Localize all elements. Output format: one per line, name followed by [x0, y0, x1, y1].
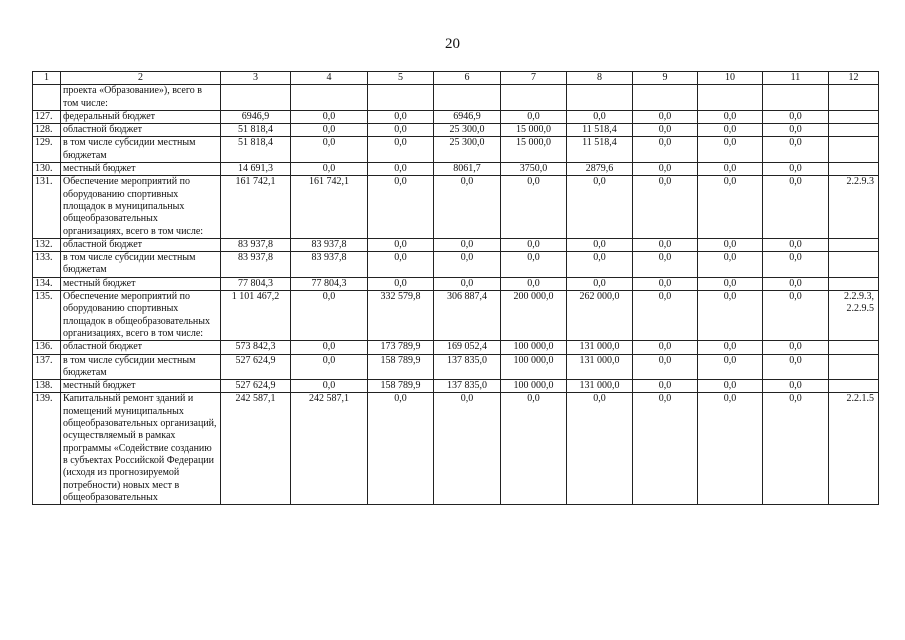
row-name-cell: в том числе субсидии местным бюджетам	[61, 137, 221, 163]
value-cell: 0,0	[763, 238, 829, 251]
value-cell: 131 000,0	[567, 380, 633, 393]
value-cell: 0,0	[633, 277, 698, 290]
value-cell: 0,0	[698, 354, 763, 380]
value-cell: 15 000,0	[501, 137, 567, 163]
value-cell: 0,0	[633, 124, 698, 137]
value-cell: 83 937,8	[291, 252, 368, 278]
value-cell: 0,0	[633, 238, 698, 251]
header-cell: 7	[501, 72, 567, 85]
row-code-cell	[829, 110, 879, 123]
value-cell: 0,0	[291, 380, 368, 393]
value-cell: 527 624,9	[221, 380, 291, 393]
value-cell: 161 742,1	[221, 176, 291, 238]
row-name-cell: федеральный бюджет	[61, 110, 221, 123]
value-cell: 0,0	[291, 124, 368, 137]
value-cell: 158 789,9	[368, 354, 434, 380]
value-cell: 51 818,4	[221, 124, 291, 137]
table-row	[33, 124, 879, 137]
header-cell: 12	[829, 72, 879, 85]
row-name-cell: местный бюджет	[61, 277, 221, 290]
header-cell: 3	[221, 72, 291, 85]
value-cell: 0,0	[368, 163, 434, 176]
row-code-cell: 2.2.9.3	[829, 176, 879, 238]
value-cell: 158 789,9	[368, 380, 434, 393]
value-cell: 0,0	[633, 110, 698, 123]
value-cell: 0,0	[698, 124, 763, 137]
table-row	[33, 393, 879, 505]
value-cell: 0,0	[501, 393, 567, 505]
value-cell: 0,0	[368, 124, 434, 137]
row-code-cell	[829, 238, 879, 251]
value-cell: 83 937,8	[221, 252, 291, 278]
table-row	[33, 354, 879, 380]
value-cell: 137 835,0	[434, 354, 501, 380]
value-cell: 6946,9	[221, 110, 291, 123]
value-cell: 100 000,0	[501, 341, 567, 354]
row-number-cell: 129.	[33, 137, 61, 163]
value-cell: 0,0	[698, 252, 763, 278]
value-cell: 0,0	[698, 176, 763, 238]
value-cell: 0,0	[698, 291, 763, 341]
value-cell	[368, 85, 434, 111]
row-code-cell: 2.2.9.3, 2.2.9.5	[829, 291, 879, 341]
value-cell: 0,0	[633, 380, 698, 393]
value-cell: 0,0	[763, 380, 829, 393]
row-code-cell	[829, 277, 879, 290]
value-cell: 262 000,0	[567, 291, 633, 341]
value-cell: 0,0	[567, 176, 633, 238]
value-cell	[633, 85, 698, 111]
row-number-cell: 137.	[33, 354, 61, 380]
value-cell: 242 587,1	[291, 393, 368, 505]
value-cell: 0,0	[434, 252, 501, 278]
budget-table	[32, 71, 879, 505]
value-cell: 0,0	[698, 393, 763, 505]
table-row	[33, 163, 879, 176]
value-cell: 306 887,4	[434, 291, 501, 341]
value-cell: 0,0	[633, 137, 698, 163]
value-cell: 0,0	[698, 137, 763, 163]
value-cell: 0,0	[633, 354, 698, 380]
value-cell: 77 804,3	[291, 277, 368, 290]
value-cell: 8061,7	[434, 163, 501, 176]
row-name-cell: местный бюджет	[61, 163, 221, 176]
table-row	[33, 110, 879, 123]
header-cell: 6	[434, 72, 501, 85]
value-cell: 0,0	[763, 393, 829, 505]
row-number-cell: 133.	[33, 252, 61, 278]
value-cell: 0,0	[368, 176, 434, 238]
value-cell: 0,0	[501, 110, 567, 123]
value-cell: 173 789,9	[368, 341, 434, 354]
table-row	[33, 252, 879, 278]
value-cell: 0,0	[763, 163, 829, 176]
value-cell: 0,0	[434, 176, 501, 238]
value-cell	[221, 85, 291, 111]
value-cell: 0,0	[698, 380, 763, 393]
value-cell: 0,0	[368, 393, 434, 505]
value-cell: 0,0	[633, 176, 698, 238]
row-name-cell: областной бюджет	[61, 238, 221, 251]
value-cell: 0,0	[434, 238, 501, 251]
value-cell: 83 937,8	[221, 238, 291, 251]
value-cell	[698, 85, 763, 111]
value-cell: 6946,9	[434, 110, 501, 123]
value-cell: 0,0	[368, 252, 434, 278]
table-row	[33, 85, 879, 111]
value-cell: 0,0	[567, 110, 633, 123]
value-cell: 0,0	[763, 124, 829, 137]
value-cell: 51 818,4	[221, 137, 291, 163]
value-cell: 14 691,3	[221, 163, 291, 176]
value-cell: 83 937,8	[291, 238, 368, 251]
value-cell: 0,0	[763, 291, 829, 341]
value-cell: 0,0	[291, 163, 368, 176]
value-cell: 0,0	[698, 163, 763, 176]
header-cell: 1	[33, 72, 61, 85]
row-code-cell	[829, 252, 879, 278]
row-number-cell: 130.	[33, 163, 61, 176]
value-cell: 0,0	[567, 238, 633, 251]
table-header-row	[33, 72, 879, 85]
value-cell: 0,0	[633, 163, 698, 176]
value-cell: 0,0	[567, 393, 633, 505]
value-cell: 0,0	[633, 393, 698, 505]
value-cell: 0,0	[501, 176, 567, 238]
header-cell: 11	[763, 72, 829, 85]
row-number-cell: 131.	[33, 176, 61, 238]
row-name-cell: в том числе субсидии местным бюджетам	[61, 354, 221, 380]
header-cell: 8	[567, 72, 633, 85]
header-cell: 2	[61, 72, 221, 85]
row-code-cell	[829, 85, 879, 111]
value-cell: 15 000,0	[501, 124, 567, 137]
value-cell: 77 804,3	[221, 277, 291, 290]
value-cell: 0,0	[368, 110, 434, 123]
table-row	[33, 238, 879, 251]
value-cell: 0,0	[763, 110, 829, 123]
value-cell	[763, 85, 829, 111]
value-cell	[567, 85, 633, 111]
value-cell: 0,0	[698, 341, 763, 354]
value-cell	[291, 85, 368, 111]
row-code-cell: 2.2.1.5	[829, 393, 879, 505]
row-name-cell: в том числе субсидии местным бюджетам	[61, 252, 221, 278]
row-name-cell: Обеспечение мероприятий по оборудованию спортивных площадок в общеобразовательных организациях, всего в том числе:	[61, 291, 221, 341]
row-code-cell	[829, 124, 879, 137]
value-cell: 0,0	[368, 277, 434, 290]
row-number-cell: 128.	[33, 124, 61, 137]
value-cell: 0,0	[434, 277, 501, 290]
header-cell: 10	[698, 72, 763, 85]
row-number-cell: 132.	[33, 238, 61, 251]
header-cell: 4	[291, 72, 368, 85]
row-number-cell: 138.	[33, 380, 61, 393]
row-code-cell	[829, 163, 879, 176]
value-cell: 0,0	[633, 291, 698, 341]
value-cell: 100 000,0	[501, 354, 567, 380]
value-cell: 137 835,0	[434, 380, 501, 393]
table-row	[33, 137, 879, 163]
value-cell: 169 052,4	[434, 341, 501, 354]
value-cell: 0,0	[501, 252, 567, 278]
value-cell: 131 000,0	[567, 341, 633, 354]
value-cell: 0,0	[291, 291, 368, 341]
value-cell: 0,0	[763, 137, 829, 163]
value-cell: 25 300,0	[434, 124, 501, 137]
value-cell: 0,0	[763, 354, 829, 380]
value-cell: 1 101 467,2	[221, 291, 291, 341]
value-cell: 11 518,4	[567, 137, 633, 163]
value-cell: 0,0	[698, 277, 763, 290]
row-name-cell: Обеспечение мероприятий по оборудованию спортивных площадок в муниципальных общеобразовательных организациях, всего в том числе:	[61, 176, 221, 238]
value-cell: 0,0	[501, 238, 567, 251]
value-cell: 0,0	[763, 176, 829, 238]
header-cell: 9	[633, 72, 698, 85]
table-body	[33, 85, 879, 505]
value-cell: 527 624,9	[221, 354, 291, 380]
value-cell: 0,0	[291, 137, 368, 163]
value-cell: 332 579,8	[368, 291, 434, 341]
row-name-cell: Капитальный ремонт зданий и помещений муниципальных общеобразовательных организаций, осуществляемый в рамках программы «Содействие созданию в субъектах Российской Федерации (исходя из прогнозируемой потребности) новых мест в общеобразовательных	[61, 393, 221, 505]
row-number-cell: 136.	[33, 341, 61, 354]
row-number-cell: 135.	[33, 291, 61, 341]
value-cell: 0,0	[763, 252, 829, 278]
row-number-cell: 127.	[33, 110, 61, 123]
row-name-cell: областной бюджет	[61, 341, 221, 354]
row-code-cell	[829, 137, 879, 163]
value-cell: 0,0	[434, 393, 501, 505]
value-cell: 11 518,4	[567, 124, 633, 137]
value-cell: 0,0	[567, 252, 633, 278]
value-cell: 0,0	[368, 238, 434, 251]
table-row	[33, 176, 879, 238]
row-code-cell	[829, 380, 879, 393]
value-cell: 0,0	[291, 354, 368, 380]
value-cell: 25 300,0	[434, 137, 501, 163]
value-cell	[501, 85, 567, 111]
row-number-cell	[33, 85, 61, 111]
row-name-cell: местный бюджет	[61, 380, 221, 393]
value-cell: 573 842,3	[221, 341, 291, 354]
value-cell: 3750,0	[501, 163, 567, 176]
value-cell: 161 742,1	[291, 176, 368, 238]
row-number-cell: 139.	[33, 393, 61, 505]
value-cell: 0,0	[763, 277, 829, 290]
value-cell: 0,0	[633, 341, 698, 354]
table-row	[33, 380, 879, 393]
row-code-cell	[829, 354, 879, 380]
value-cell: 0,0	[501, 277, 567, 290]
page-number: 20	[445, 36, 460, 52]
value-cell: 0,0	[291, 110, 368, 123]
value-cell: 200 000,0	[501, 291, 567, 341]
value-cell: 0,0	[633, 252, 698, 278]
value-cell: 0,0	[698, 110, 763, 123]
table-row	[33, 277, 879, 290]
row-code-cell	[829, 341, 879, 354]
header-cell: 5	[368, 72, 434, 85]
row-name-cell: проекта «Образование»), всего в том числе:	[61, 85, 221, 111]
table-row	[33, 341, 879, 354]
value-cell: 0,0	[368, 137, 434, 163]
value-cell: 0,0	[567, 277, 633, 290]
row-name-cell: областной бюджет	[61, 124, 221, 137]
value-cell	[434, 85, 501, 111]
value-cell: 0,0	[291, 341, 368, 354]
value-cell: 131 000,0	[567, 354, 633, 380]
value-cell: 0,0	[698, 238, 763, 251]
value-cell: 100 000,0	[501, 380, 567, 393]
table-row	[33, 291, 879, 341]
value-cell: 242 587,1	[221, 393, 291, 505]
row-number-cell: 134.	[33, 277, 61, 290]
value-cell: 0,0	[763, 341, 829, 354]
value-cell: 2879,6	[567, 163, 633, 176]
